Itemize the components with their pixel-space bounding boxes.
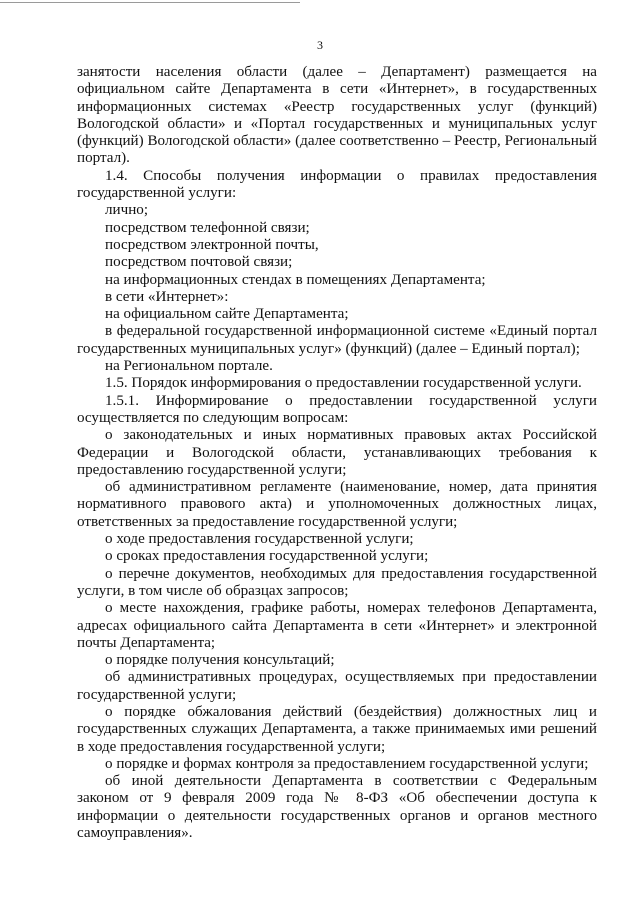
paragraph: о законодательных и иных нормативных правовых актах Российской Федерации и Вологодской области, устанавливающих требования к предоставлению государственной услуги;: [77, 427, 597, 478]
paragraph: о месте нахождения, графике работы, номерах телефонов Департамента, адресах официального сайта Департамента в сети «Интернет» и электронной почты Департамента;: [77, 600, 597, 651]
list-item: посредством телефонной связи;: [105, 219, 310, 236]
page-number: 3: [317, 38, 323, 52]
list-item: в сети «Интернет»:: [105, 288, 229, 305]
document-body: [77, 64, 597, 842]
paragraph: занятости населения области (далее – Департамент) размещается на официальном сайте Департамента в сети «Интернет», в государственных информационных системах «Реестр государственных услуг (функций) Вологодской области» и «Портал государственных и муниципальных услуг (функций) Вологодской области» (далее соответственно – Реестр, Региональный портал).: [77, 64, 597, 167]
list-item: на информационных стендах в помещениях Департамента;: [105, 271, 486, 288]
list-item: лично;: [105, 202, 149, 219]
paragraph: 1.5.1. Информирование о предоставлении государственной услуги осуществляется по следующим вопросам:: [77, 392, 597, 426]
paragraph: в федеральной государственной информационной системе «Единый портал государственных муниципальных услуг» (функций) (далее – Единый портал);: [77, 323, 597, 357]
list-item: на Региональном портале.: [105, 358, 273, 375]
paragraph: об иной деятельности Департамента в соответствии с Федеральным законом от 9 февраля 2009 года № 8-ФЗ «Об обеспечении доступа к информации о деятельности государственных органов и органов местного самоуправления».: [77, 773, 597, 842]
scan-top-rule: [0, 2, 300, 3]
paragraph: о ходе предоставления государственной услуги;: [105, 531, 414, 548]
paragraph: о перечне документов, необходимых для предоставления государственной услуги, в том числе об образцах запросов;: [77, 565, 597, 599]
paragraph: 1.5. Порядок информирования о предоставлении государственной услуги.: [105, 375, 582, 392]
paragraph: об административных процедурах, осуществляемых при предоставлении государственной услуги;: [77, 669, 597, 703]
paragraph: о порядке и формах контроля за предоставлением государственной услуги;: [105, 755, 589, 772]
paragraph: об административном регламенте (наименование, номер, дата принятия нормативного правового акта) и уполномоченных должностных лицах, ответственных за предоставление государственной услуги;: [77, 479, 597, 530]
paragraph: о сроках предоставления государственной услуги;: [105, 548, 429, 565]
paragraph: 1.4. Способы получения информации о правилах предоставления государственной услуги:: [77, 167, 597, 202]
list-item: на официальном сайте Департамента;: [105, 306, 349, 323]
paragraph: о порядке обжалования действий (бездействия) должностных лиц и государственных служащих Департамента, а также принимаемых ими решений в ходе предоставления государственной услуги;: [77, 703, 597, 755]
list-item: посредством почтовой связи;: [105, 254, 293, 271]
list-item: посредством электронной почты,: [105, 236, 319, 253]
paragraph: о порядке получения консультаций;: [105, 652, 335, 669]
